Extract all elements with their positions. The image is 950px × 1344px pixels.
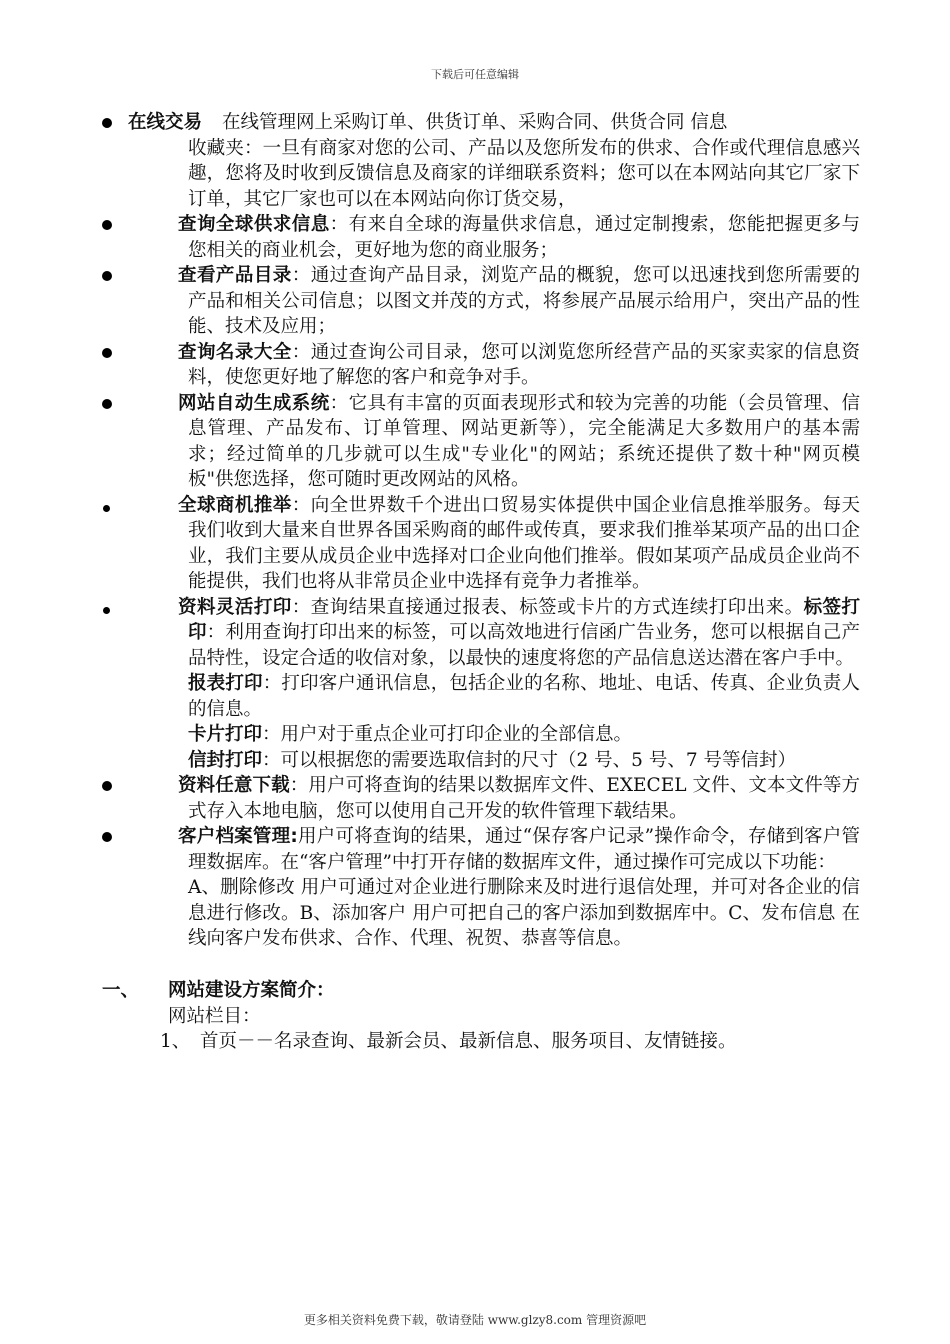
page-header: 下载后可任意编辑 (431, 68, 519, 81)
list-item (100, 773, 860, 824)
page-footer: 更多相关资料免费下载，敬请登陆 www.glzy8.com 管理资源吧 (303, 1313, 647, 1327)
item-lead: 查看产品目录 (178, 265, 292, 286)
bullet-icon (102, 399, 112, 409)
section-title: 网站建设方案简介： (168, 979, 335, 1001)
item-body (178, 824, 860, 875)
item-first-line: 在线管理网上采购订单、供货订单、采购合同、供货合同 信息 (222, 112, 728, 133)
list-item (100, 212, 860, 263)
item-body (178, 493, 860, 595)
document-body (100, 110, 860, 1055)
item-keyword: 信封打印 (188, 749, 263, 771)
item-text: ：利用查询打印出来的标签，可以高效地进行信函广告业务，您可以根据自己产品特性，设定合适的收信对象，以最快的速度将您的产品信息送达潜在客户手中。 (188, 622, 860, 669)
list-item (100, 824, 860, 952)
item-lead: 全球商机推举 (178, 494, 292, 516)
bullet-icon (102, 781, 112, 791)
item-text: ：可以根据您的需要选取信封的尺寸（2 号、5 号、7 号等信封） (262, 749, 796, 771)
item-text: 用户可将查询的结果，通过“保存客户记录”操作命令，存储到客户管理数据库。在“客户管理”中打开存储的数据库文件，通过操作可完成以下功能： (188, 826, 860, 873)
bullet-icon (102, 118, 112, 128)
item-text: ：用户对于重点企业可打印企业的全部信息。 (262, 724, 633, 745)
list-item (100, 340, 860, 391)
list-item (100, 493, 860, 595)
item-keyword: 标签打印 (188, 596, 860, 643)
item-lead: 客户档案管理: (178, 826, 298, 847)
numbered-item-text: 首页－－名录查询、最新会员、最新信息、服务项目、友情链接。 (200, 1031, 737, 1052)
item-body (188, 110, 860, 212)
bullet-icon (102, 220, 112, 230)
item-lead: 在线交易 (128, 112, 203, 133)
item-lead: 查询全球供求信息 (178, 214, 330, 235)
item-body (178, 212, 860, 263)
section-subtitle: 网站栏目： (168, 1005, 261, 1027)
list-item (100, 391, 860, 493)
item-text: ：通过查询产品目录，浏览产品的概貌，您可以迅速找到您所需要的产品和相关公司信息；以图文并茂的方式，将参展产品展示给用户，突出产品的性能、技术及应用； (188, 265, 860, 337)
item-lead: 网站自动生成系统 (178, 392, 330, 414)
bullet-icon (103, 505, 110, 512)
item-text: ：用户可将查询的结果以数据库文件、EXECEL 文件、文本文件等方式存入本地电脑，您可以使用自己开发的软件管理下载结果。 (188, 775, 860, 822)
feature-list (100, 110, 860, 952)
item-lead: 查询名录大全 (178, 341, 292, 363)
item-body (178, 263, 860, 340)
item-lead: 资料灵活打印 (178, 596, 292, 618)
bullet-icon (102, 832, 112, 842)
section-number: 一、 (102, 979, 140, 1001)
list-item (100, 263, 860, 340)
item-keyword: 卡片打印 (188, 724, 263, 745)
list-item (100, 110, 860, 212)
item-text: A、删除修改 用户可通过对企业进行删除来及时进行退信处理，并可对各企业的信息进行修改。B、添加客户 用户可把自己的客户添加到数据库中。C、发布信息 在线向客户发布供求、合作、代理、祝贺、恭喜等信息。 (188, 877, 860, 949)
bullet-icon (103, 607, 110, 614)
list-item (100, 595, 860, 774)
sub-paragraph (188, 875, 860, 952)
item-body (178, 595, 860, 672)
sub-paragraph (188, 722, 860, 748)
item-text: ：向全世界数千个进出口贸易实体提供中国企业信息推举服务。每天我们收到大量来自世界各国采购商的邮件或传真，要求我们推举某项产品的出口企业，我们主要从成员企业中选择对口企业向他们推举。假如某项产品成员企业尚不能提供，我们也将从非常员企业中选择有竞争力者推举。 (188, 494, 860, 592)
item-text: ：查询结果直接通过报表、标签或卡片的方式连续打印出来。 (291, 596, 804, 618)
bullet-icon (102, 271, 112, 281)
item-text: ：有来自全球的海量供求信息，通过定制搜索，您能把握更多与您相关的商业机会，更好地为您的商业服务； (188, 214, 860, 261)
numbered-item (100, 1029, 860, 1055)
item-body (178, 773, 860, 824)
item-lead: 资料任意下载 (178, 775, 290, 796)
item-body (178, 340, 860, 391)
bullet-icon (102, 348, 112, 358)
section-heading (100, 978, 860, 1004)
sub-paragraph (188, 671, 860, 722)
item-body (178, 391, 860, 493)
item-text: ：打印客户通讯信息，包括企业的名称、地址、电话、传真、企业负责人的信息。 (188, 673, 860, 720)
item-text: ：通过查询公司目录，您可以浏览您所经营产品的买家卖家的信息资料，使您更好地了解您的客户和竞争对手。 (188, 341, 860, 388)
item-keyword: 报表打印 (188, 673, 263, 694)
numbered-item-number: 1、 (160, 1031, 191, 1052)
item-text: ：它具有丰富的页面表现形式和较为完善的功能（会员管理、信息管理、产品发布、订单管理、网站更新等），完全能满足大多数用户的基本需求；经过简单的几步就可以生成"专业化"的网站；系统还提供了数十种"网页模板"供您选择，您可随时更改网站的风格。 (188, 392, 860, 490)
sub-paragraph (188, 748, 860, 774)
item-text: 收藏夹：一旦有商家对您的公司、产品以及您所发布的供求、合作或代理信息感兴趣，您将及时收到反馈信息及商家的详细联系资料；您可以在本网站向其它厂家下订单，其它厂家也可以在本网站向你订货交易， (188, 137, 860, 210)
